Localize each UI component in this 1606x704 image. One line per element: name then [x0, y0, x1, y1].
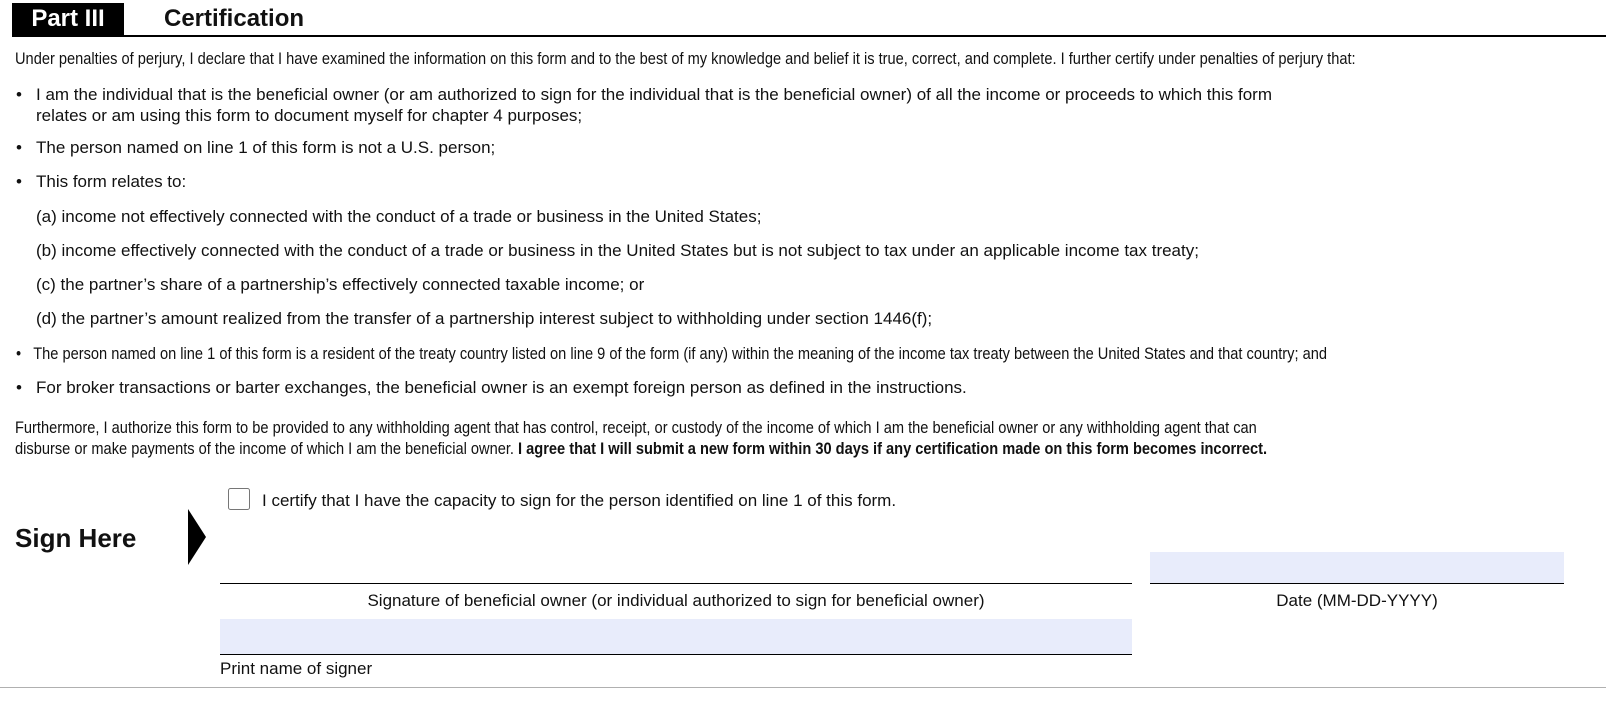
print-name-line	[220, 654, 1132, 655]
sub-item-d: (d) the partner’s amount realized from the transfer of a partnership interest subject to withholding under section 1446(f);	[36, 309, 933, 328]
bullet-icon: •	[16, 172, 22, 191]
furthermore-bold: I agree that I will submit a new form within 30 days if any certification made on this form becomes incorrect.	[518, 439, 1268, 458]
bullet-treaty-resident	[16, 343, 1327, 365]
furthermore-text: Furthermore, I authorize this form to be provided to any withholding agent that has control, receipt, or custody of the income of which I am the beneficial owner or any withholding agent that can	[15, 418, 1257, 437]
sub-item-c: (c) the partner’s share of a partnership’s effectively connected taxable income; or	[36, 275, 645, 294]
bullet-text: This form relates to:	[36, 172, 187, 191]
date-field[interactable]	[1150, 552, 1564, 583]
furthermore-plain: disburse or make payments of the income of which I am the beneficial owner.	[15, 439, 519, 458]
signature-line[interactable]	[220, 583, 1132, 584]
bullet-beneficial-owner	[16, 84, 1272, 106]
bullet-icon: •	[16, 85, 22, 104]
header-rule	[12, 35, 1606, 37]
signature-label: Signature of beneficial owner (or individual authorized to sign for beneficial owner)	[367, 591, 985, 610]
section-title: Certification	[164, 5, 305, 32]
sub-item-a: (a) income not effectively connected with the conduct of a trade or business in the United States;	[36, 207, 762, 226]
arrow-right-icon	[188, 509, 206, 565]
bullet-broker-transactions	[16, 377, 967, 399]
bullet-text: For broker transactions or barter exchanges, the beneficial owner is an exempt foreign person as defined in the instructions.	[36, 378, 967, 397]
intro-text: Under penalties of perjury, I declare that I have examined the information on this form and to the best of my knowledge and belief it is true, correct, and complete. I further certify under penalties of perjury that:	[15, 49, 1356, 68]
date-line	[1150, 583, 1564, 584]
capacity-checkbox[interactable]	[228, 488, 250, 510]
furthermore-text-line2	[15, 438, 1267, 460]
print-name-label: Print name of signer	[220, 659, 373, 678]
sub-item-b: (b) income effectively connected with the conduct of a trade or business in the United States but is not subject to tax under an applicable income tax treaty;	[36, 241, 1199, 260]
bottom-rule	[0, 687, 1606, 688]
bullet-text-continuation: relates or am using this form to document myself for chapter 4 purposes;	[36, 106, 583, 125]
bullet-text: The person named on line 1 of this form is not a U.S. person;	[36, 138, 496, 157]
capacity-checkbox-label: I certify that I have the capacity to sign for the person identified on line 1 of this form.	[262, 491, 897, 510]
sign-here-heading: Sign Here	[15, 523, 137, 553]
bullet-text: I am the individual that is the beneficial owner (or am authorized to sign for the individual that is the beneficial owner) of all the income or proceeds to which this form	[36, 85, 1272, 104]
print-name-field[interactable]	[220, 619, 1132, 654]
date-label: Date (MM-DD-YYYY)	[1276, 591, 1438, 610]
bullet-icon: •	[16, 344, 22, 363]
bullet-icon: •	[16, 138, 22, 157]
bullet-icon: •	[16, 378, 22, 397]
bullet-form-relates	[16, 171, 186, 193]
bullet-not-us-person	[16, 137, 495, 159]
part-badge: Part III	[12, 3, 124, 35]
bullet-text: The person named on line 1 of this form is a resident of the treaty country listed on line 9 of the form (if any) within the meaning of the income tax treaty between the United States and that country; and	[33, 344, 1327, 363]
